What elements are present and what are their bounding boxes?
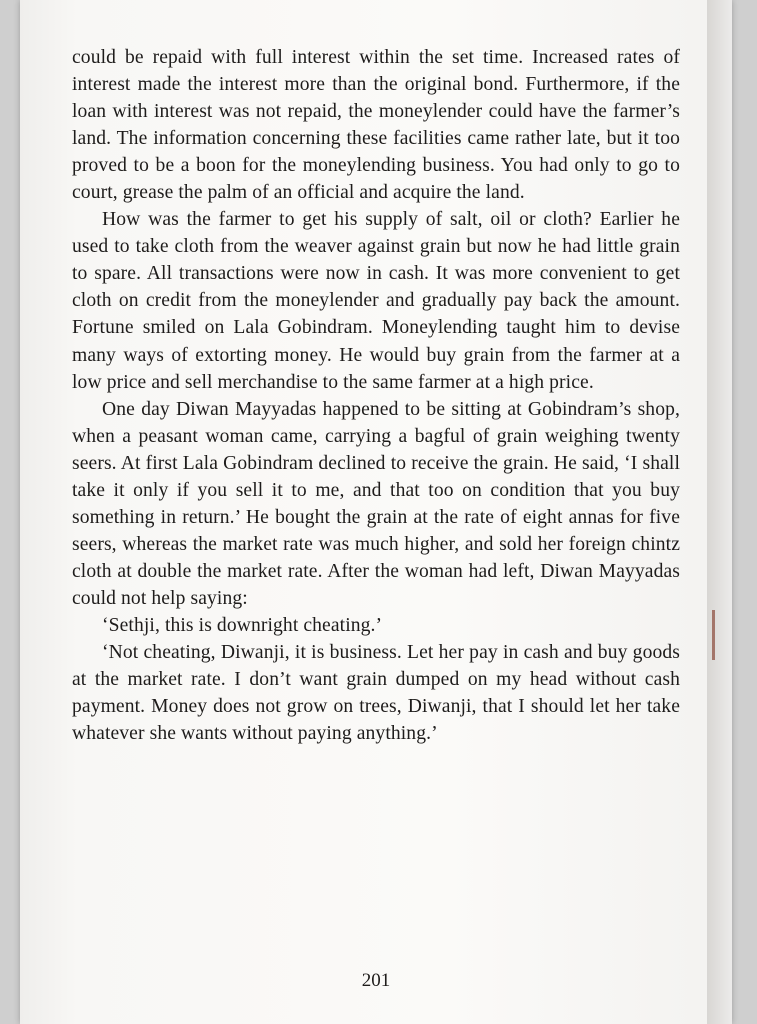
paragraph-continuation: could be repaid with full interest within the set time. Increased rates of interest made the interest more than the original bond. Furthermore, if the loan with interest was not repaid, the moneylender could have the farmer’s land. The information concerning these facilities came rather late, but it too proved to be a boon for the moneylending business. You had only to go to court, grease the palm of an official and acquire the land. — [72, 47, 680, 204]
margin-mark — [712, 610, 715, 660]
paragraph-dialogue-cheating: ‘Sethji, this is downright cheating.’ — [102, 614, 383, 636]
paragraph-dialogue-business: ‘Not cheating, Diwanji, it is business. Let her pay in cash and buy goods at the market rate. I don’t want grain dumped on my head without cash payment. Money does not grow on trees, Diwanji, that I should let her take whatever she wants without paying anything.’ — [72, 642, 680, 745]
paragraph-farmer-supply: How was the farmer to get his supply of salt, oil or cloth? Earlier he used to take cloth from the weaver against grain but now he had little grain to spare. All transactions were now in cash. It was more convenient to get cloth on credit from the moneylender and gradually pay back the amount. Fortune smiled on Lala Gobindram. Moneylending taught him to devise many ways of extorting money. He would buy grain from the farmer at a low price and sell merchandise to the same farmer at a high price. — [72, 209, 680, 393]
paragraph-diwan-mayyadas: One day Diwan Mayyadas happened to be sitting at Gobindram’s shop, when a peasant woman came, carrying a bagful of grain weighing twenty seers. At first Lala Gobindram declined to receive the grain. He said, ‘I shall take it only if you sell it to me, and that too on condition that you buy something in return.’ He bought the grain at the rate of eight annas for five seers, whereas the market rate was much higher, and sold her foreign chintz cloth at double the market rate. After the woman had left, Diwan Mayyadas could not help saying: — [72, 398, 680, 609]
page-edge — [707, 0, 732, 1024]
book-page — [20, 0, 732, 1024]
page-number: 201 — [361, 970, 391, 991]
body-text — [72, 44, 680, 747]
